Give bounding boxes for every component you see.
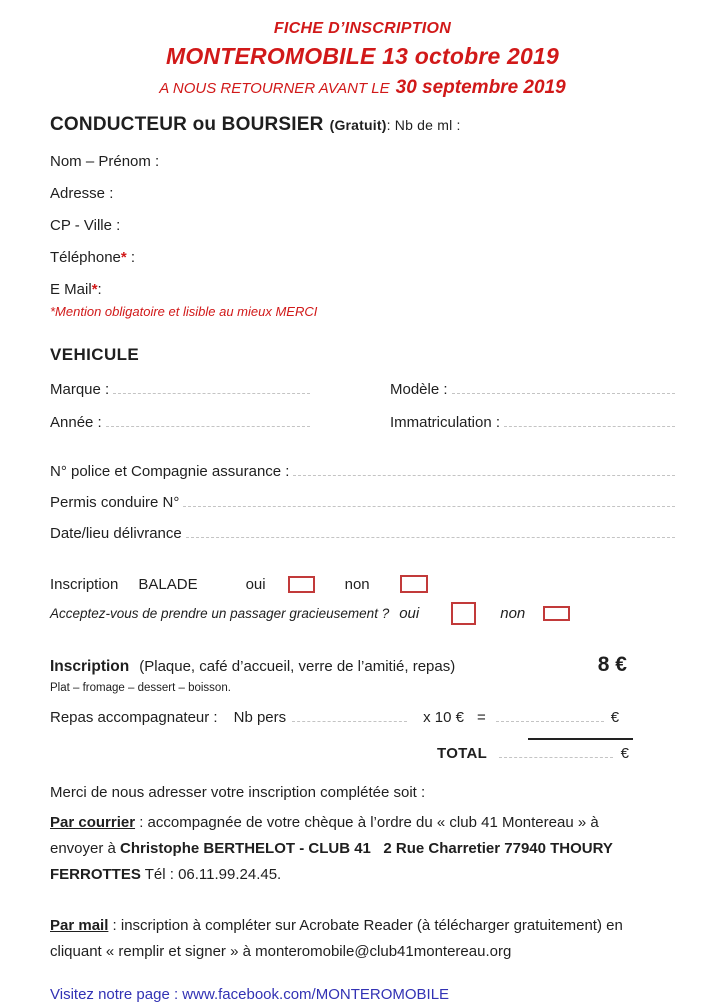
email-field[interactable] bbox=[50, 281, 675, 298]
form-header bbox=[50, 20, 675, 99]
total-label: TOTAL bbox=[437, 745, 488, 762]
facebook-link[interactable]: Visitez notre page : www.facebook.com/MONTEROMOBILE bbox=[50, 985, 450, 1003]
telephone-field[interactable] bbox=[50, 249, 675, 266]
balade-oui-checkbox[interactable] bbox=[288, 576, 315, 593]
mandatory-footnote: *Mention obligatoire et lisible au mieux MERCI bbox=[50, 304, 318, 319]
repas-row bbox=[50, 709, 675, 726]
x10-label: x 10 € bbox=[423, 709, 465, 726]
total-field-line[interactable] bbox=[499, 745, 613, 758]
vehicule-row-2 bbox=[50, 413, 675, 431]
nb-pers-field-line[interactable] bbox=[292, 709, 407, 722]
merci-line: Merci de nous adresser votre inscription complétée soit : bbox=[50, 784, 426, 801]
cp-ville-field[interactable] bbox=[50, 217, 675, 234]
inscription-detail: (Plaque, café d’accueil, verre de l’amitié, repas) bbox=[139, 658, 456, 675]
nom-prenom-field[interactable] bbox=[50, 153, 675, 170]
gratuit-label: (Gratuit) bbox=[329, 117, 387, 133]
balade-oui-label: oui bbox=[245, 575, 266, 593]
marque-field-line[interactable] bbox=[113, 380, 310, 394]
passager-question: Acceptez-vous de prendre un passager gracieusement ? bbox=[50, 606, 390, 621]
courrier-tel: Tél : 06.11.99.24.45. bbox=[140, 865, 282, 883]
permis-field-line[interactable] bbox=[183, 493, 675, 507]
nom-prenom-label: Nom – Prénom : bbox=[50, 153, 160, 170]
police-assurance-field-line[interactable] bbox=[293, 462, 675, 476]
conducteur-heading bbox=[50, 114, 675, 136]
telephone-colon: : bbox=[126, 249, 136, 266]
marque-field[interactable] bbox=[50, 380, 310, 398]
nb-ml-label: : Nb de ml : bbox=[386, 117, 461, 133]
par-courrier-paragraph bbox=[50, 810, 650, 887]
balade-non-checkbox[interactable] bbox=[400, 575, 428, 593]
immatriculation-label: Immatriculation : bbox=[390, 414, 501, 431]
immatriculation-field-line[interactable] bbox=[504, 413, 675, 427]
vehicule-row-1 bbox=[50, 380, 675, 398]
repas-label: Repas accompagnateur : bbox=[50, 709, 218, 726]
vehicule-heading: VEHICULE bbox=[50, 345, 140, 364]
par-mail-text: : inscription à compléter sur Acrobate Reader (à télécharger gratuitement) en cliquant « remplir et signer » à monteromobile@club41montereau.org bbox=[50, 917, 623, 961]
telephone-required-star: * bbox=[120, 249, 127, 266]
delivrance-label: Date/lieu délivrance bbox=[50, 525, 182, 542]
annee-label: Année : bbox=[50, 414, 102, 431]
total-separator-line bbox=[528, 738, 633, 740]
inscription-label: Inscription bbox=[50, 658, 130, 675]
inscription-price: 8 € bbox=[597, 653, 627, 676]
equals-sign: = bbox=[477, 709, 486, 726]
inscription-price-row bbox=[50, 653, 675, 677]
section-conducteur bbox=[50, 114, 675, 319]
annee-field[interactable] bbox=[50, 413, 310, 431]
delivrance-field-line[interactable] bbox=[186, 524, 675, 538]
form-title: FICHE D’INSCRIPTION bbox=[273, 20, 452, 37]
delivrance-field[interactable] bbox=[50, 524, 675, 542]
courrier-address: Christophe BERTHELOT - CLUB 41 2 Rue Charretier 77940 THOURY FERROTTES bbox=[50, 839, 617, 883]
par-mail-label: Par mail bbox=[50, 917, 109, 935]
passager-non-checkbox[interactable] bbox=[543, 606, 570, 621]
deadline-prefix: A NOUS RETOURNER AVANT LE bbox=[159, 80, 390, 97]
modele-label: Modèle : bbox=[390, 381, 448, 398]
email-required-star: * bbox=[91, 281, 98, 298]
passager-row bbox=[50, 602, 675, 625]
par-courrier-label: Par courrier bbox=[50, 814, 136, 831]
balade-label: BALADE bbox=[138, 575, 198, 593]
modele-field-line[interactable] bbox=[452, 380, 675, 394]
cp-ville-label: CP - Ville : bbox=[50, 217, 121, 234]
email-label: E Mail bbox=[50, 281, 92, 298]
police-assurance-label: N° police et Compagnie assurance : bbox=[50, 463, 290, 480]
deadline-line bbox=[50, 77, 675, 99]
event-title: MONTEROMOBILE 13 octobre 2019 bbox=[165, 43, 560, 69]
passager-oui-label: oui bbox=[399, 605, 420, 622]
immatriculation-field[interactable] bbox=[390, 413, 675, 431]
deadline-date: 30 septembre 2019 bbox=[395, 77, 566, 98]
adresse-field[interactable] bbox=[50, 185, 675, 202]
repas-amount-field-line[interactable] bbox=[496, 709, 604, 722]
balade-non-label: non bbox=[344, 575, 370, 593]
menu-detail: Plat – fromage – dessert – boisson. bbox=[50, 682, 231, 694]
email-colon: : bbox=[97, 281, 102, 298]
conducteur-title: CONDUCTEUR ou BOURSIER bbox=[50, 114, 324, 135]
total-row bbox=[437, 745, 629, 762]
balade-inscription-label: Inscription bbox=[50, 575, 119, 593]
adresse-label: Adresse : bbox=[50, 185, 114, 202]
total-euro-sign: € bbox=[620, 745, 629, 762]
par-mail-paragraph bbox=[50, 913, 650, 965]
marque-label: Marque : bbox=[50, 381, 110, 398]
nb-pers-label: Nb pers bbox=[233, 709, 287, 726]
balade-row bbox=[50, 575, 675, 593]
par-courrier-text: : accompagnée de votre chèque à l’ordre du « club 41 Montereau » à envoyer à bbox=[50, 814, 599, 857]
passager-oui-checkbox[interactable] bbox=[451, 602, 476, 625]
annee-field-line[interactable] bbox=[106, 413, 310, 427]
modele-field[interactable] bbox=[390, 380, 675, 398]
telephone-label: Téléphone bbox=[50, 249, 121, 266]
section-vehicule bbox=[50, 345, 675, 542]
permis-label: Permis conduire N° bbox=[50, 494, 180, 511]
permis-field[interactable] bbox=[50, 493, 675, 511]
euro-sign: € bbox=[610, 709, 620, 726]
police-assurance-field[interactable] bbox=[50, 462, 675, 480]
passager-non-label: non bbox=[500, 605, 526, 622]
